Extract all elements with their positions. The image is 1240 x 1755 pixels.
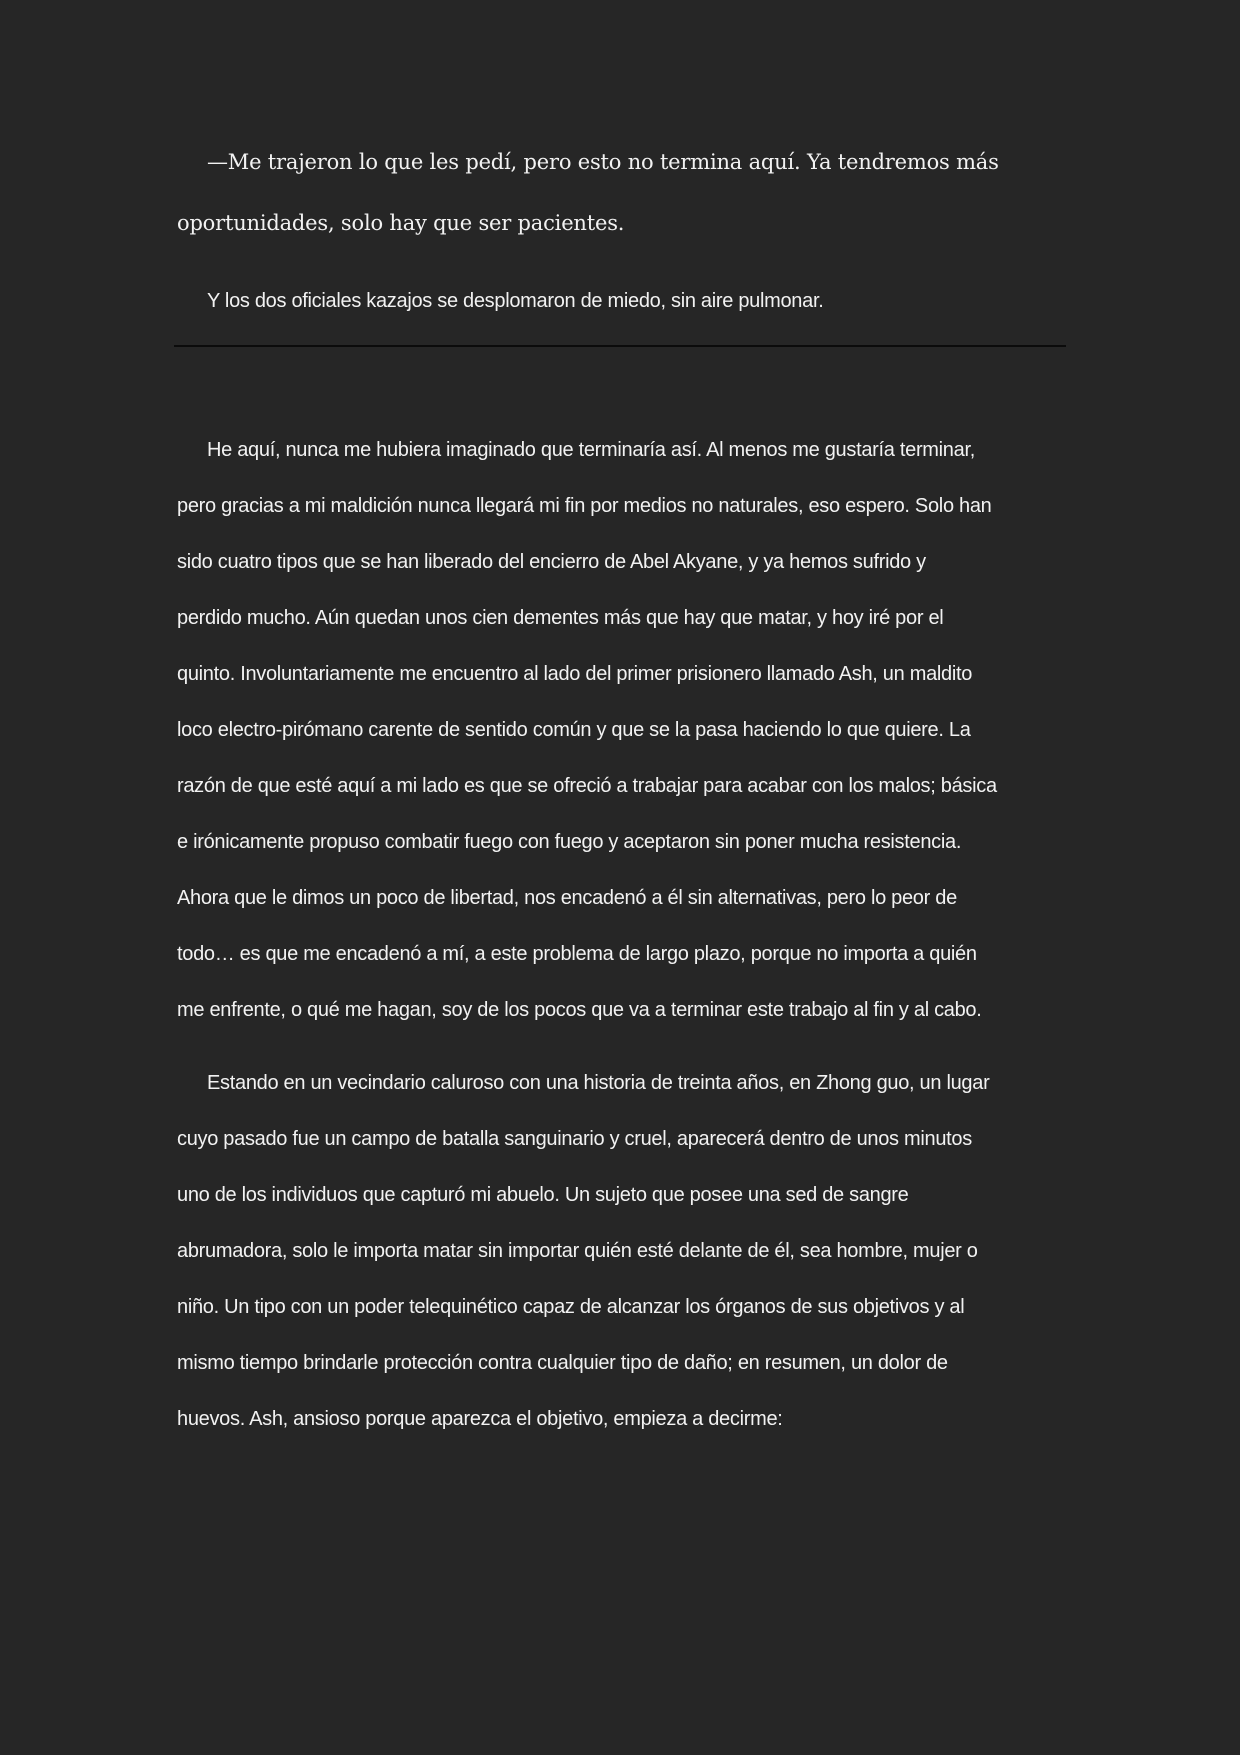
text-line: Ahora que le dimos un poco de libertad, nos encadenó a él sin alternativas, pero lo peor de xyxy=(177,887,957,909)
text-line: mismo tiempo brindarle protección contra cualquier tipo de daño; en resumen, un dolor de xyxy=(177,1352,948,1374)
text-line: niño. Un tipo con un poder telequinético capaz de alcanzar los órganos de sus objetivos y al xyxy=(177,1296,965,1318)
text-line: loco electro-pirómano carente de sentido común y que se la pasa haciendo lo que quiere. La xyxy=(177,719,971,741)
text-line: huevos. Ash, ansioso porque aparezca el objetivo, empieza a decirme: xyxy=(177,1408,783,1430)
closing-line: Y los dos oficiales kazajos se desplomaron de miedo, sin aire pulmonar. xyxy=(207,290,824,312)
text-line: perdido mucho. Aún quedan unos cien dementes más que hay que matar, y hoy iré por el xyxy=(177,607,944,629)
dialogue-line: —Me trajeron lo que les pedí, pero esto no termina aquí. Ya tendremos más xyxy=(207,150,999,174)
dialogue-line: oportunidades, solo hay que ser pacientes. xyxy=(177,211,625,235)
text-line: quinto. Involuntariamente me encuentro al lado del primer prisionero llamado Ash, un maldito xyxy=(177,663,973,685)
text-line: Estando en un vecindario caluroso con una historia de treinta años, en Zhong guo, un lugar xyxy=(207,1072,990,1094)
text-line: He aquí, nunca me hubiera imaginado que terminaría así. Al menos me gustaría terminar, xyxy=(207,439,975,461)
text-line: sido cuatro tipos que se han liberado del encierro de Abel Akyane, y ya hemos sufrido y xyxy=(177,551,926,573)
text-line: e irónicamente propuso combatir fuego con fuego y aceptaron sin poner mucha resistencia. xyxy=(177,831,962,853)
text-line: uno de los individuos que capturó mi abuelo. Un sujeto que posee una sed de sangre xyxy=(177,1184,909,1206)
text-line: razón de que esté aquí a mi lado es que se ofreció a trabajar para acabar con los malos; básica xyxy=(177,775,997,797)
text-line: todo… es que me encadenó a mí, a este problema de largo plazo, porque no importa a quién xyxy=(177,943,977,965)
text-line: me enfrente, o qué me hagan, soy de los pocos que va a terminar este trabajo al fin y al cabo. xyxy=(177,999,982,1021)
text-line: abrumadora, solo le importa matar sin importar quién esté delante de él, sea hombre, mujer o xyxy=(177,1240,978,1262)
section-divider xyxy=(174,345,1066,347)
text-line: pero gracias a mi maldición nunca llegará mi fin por medios no naturales, eso espero. Solo han xyxy=(177,495,992,517)
text-line: cuyo pasado fue un campo de batalla sanguinario y cruel, aparecerá dentro de unos minutos xyxy=(177,1128,972,1150)
